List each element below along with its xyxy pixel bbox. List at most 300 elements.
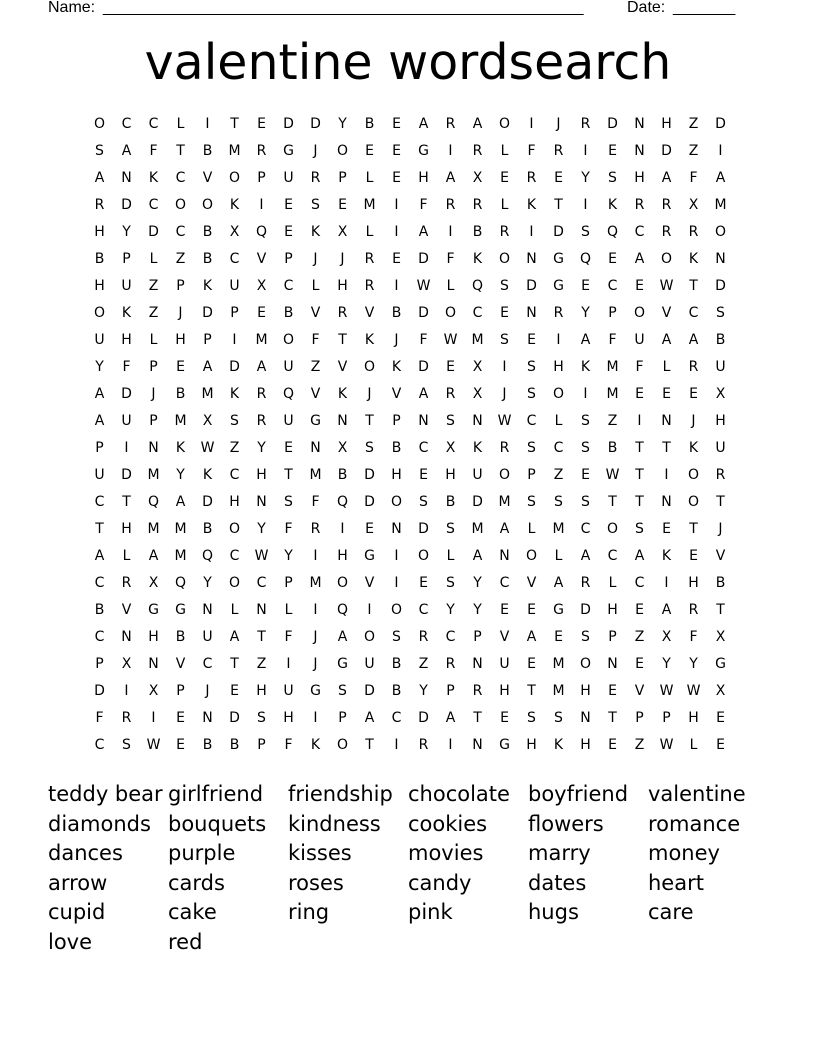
grid-letter[interactable]: H [553, 359, 564, 375]
grid-letter[interactable]: W [146, 737, 161, 753]
grid-letter[interactable]: I [448, 143, 453, 159]
grid-letter[interactable]: H [94, 278, 105, 294]
grid-letter[interactable]: Y [446, 602, 455, 618]
grid-letter[interactable]: X [472, 359, 483, 375]
grid-letter[interactable]: J [340, 251, 345, 267]
grid-letter[interactable]: N [526, 305, 537, 321]
grid-letter[interactable]: T [365, 413, 374, 429]
grid-letter[interactable]: A [418, 224, 429, 240]
grid-letter[interactable]: E [662, 521, 671, 537]
grid-letter[interactable]: T [176, 143, 185, 159]
grid-letter[interactable]: N [580, 710, 591, 726]
grid-letter[interactable]: T [95, 521, 104, 537]
grid-letter[interactable]: P [257, 170, 266, 186]
grid-letter[interactable]: V [634, 683, 645, 699]
grid-letter[interactable]: P [635, 710, 644, 726]
grid-letter[interactable]: H [580, 683, 591, 699]
grid-letter[interactable]: N [337, 413, 348, 429]
grid-letter[interactable]: M [471, 521, 484, 537]
grid-letter[interactable]: N [148, 440, 159, 456]
grid-letter[interactable]: Z [148, 305, 159, 321]
grid-letter[interactable]: E [176, 737, 185, 753]
grid-letter[interactable]: C [175, 224, 186, 240]
grid-letter[interactable]: K [337, 386, 348, 402]
grid-letter[interactable]: D [121, 467, 132, 483]
grid-letter[interactable]: G [175, 602, 186, 618]
grid-letter[interactable]: C [634, 224, 645, 240]
grid-letter[interactable]: S [95, 143, 104, 159]
grid-letter[interactable]: D [121, 386, 132, 402]
grid-letter[interactable]: O [633, 305, 646, 321]
grid-letter[interactable]: L [527, 521, 536, 537]
grid-letter[interactable]: H [418, 170, 429, 186]
grid-letter[interactable]: P [284, 575, 293, 591]
grid-letter[interactable]: H [526, 737, 537, 753]
grid-letter[interactable]: M [174, 413, 187, 429]
grid-letter[interactable]: K [661, 548, 672, 564]
grid-letter[interactable]: W [659, 278, 674, 294]
grid-letter[interactable]: P [203, 332, 212, 348]
grid-letter[interactable]: K [310, 737, 321, 753]
grid-letter[interactable]: T [230, 116, 239, 132]
grid-letter[interactable]: X [256, 278, 267, 294]
grid-letter[interactable]: Q [579, 251, 592, 267]
grid-letter[interactable]: I [394, 224, 399, 240]
grid-letter[interactable]: E [527, 656, 536, 672]
grid-letter[interactable]: B [202, 224, 213, 240]
grid-letter[interactable]: B [391, 683, 402, 699]
grid-letter[interactable]: U [715, 440, 726, 456]
grid-letter[interactable]: L [662, 359, 671, 375]
grid-letter[interactable]: G [364, 548, 375, 564]
grid-letter[interactable]: B [94, 602, 105, 618]
grid-letter[interactable]: B [391, 656, 402, 672]
grid-letter[interactable]: U [202, 629, 213, 645]
grid-letter[interactable]: C [526, 413, 537, 429]
grid-letter[interactable]: X [715, 386, 726, 402]
grid-letter[interactable]: L [446, 278, 455, 294]
grid-letter[interactable]: D [472, 494, 483, 510]
grid-letter[interactable]: R [310, 521, 321, 537]
grid-letter[interactable]: C [445, 629, 456, 645]
grid-letter[interactable]: M [714, 197, 727, 213]
grid-letter[interactable]: O [579, 656, 592, 672]
grid-letter[interactable]: T [635, 467, 644, 483]
grid-letter[interactable]: K [229, 197, 240, 213]
grid-letter[interactable]: M [228, 143, 241, 159]
grid-letter[interactable]: A [715, 170, 726, 186]
grid-letter[interactable]: C [607, 548, 618, 564]
grid-letter[interactable]: S [230, 413, 239, 429]
grid-letter[interactable]: O [606, 521, 619, 537]
grid-letter[interactable]: I [124, 683, 129, 699]
grid-letter[interactable]: S [500, 332, 509, 348]
grid-letter[interactable]: R [256, 413, 267, 429]
grid-letter[interactable]: J [313, 656, 318, 672]
grid-letter[interactable]: P [149, 359, 158, 375]
grid-letter[interactable]: H [121, 332, 132, 348]
grid-letter[interactable]: O [687, 467, 700, 483]
grid-letter[interactable]: E [284, 440, 293, 456]
grid-letter[interactable]: N [634, 116, 645, 132]
grid-letter[interactable]: O [552, 386, 565, 402]
grid-letter[interactable]: I [583, 143, 588, 159]
grid-letter[interactable]: N [607, 656, 618, 672]
grid-letter[interactable]: H [634, 170, 645, 186]
grid-letter[interactable]: C [418, 602, 429, 618]
grid-letter[interactable]: A [418, 386, 429, 402]
grid-letter[interactable]: L [230, 602, 239, 618]
grid-letter[interactable]: L [554, 548, 563, 564]
grid-letter[interactable]: E [500, 170, 509, 186]
grid-letter[interactable]: E [419, 467, 428, 483]
grid-letter[interactable]: N [472, 656, 483, 672]
grid-letter[interactable]: N [661, 494, 672, 510]
grid-letter[interactable]: K [580, 359, 591, 375]
grid-letter[interactable]: H [256, 467, 267, 483]
grid-letter[interactable]: E [230, 683, 239, 699]
grid-letter[interactable]: T [608, 710, 617, 726]
grid-letter[interactable]: Z [634, 629, 645, 645]
grid-letter[interactable]: W [416, 278, 431, 294]
grid-letter[interactable]: I [124, 440, 129, 456]
grid-letter[interactable]: D [364, 467, 375, 483]
grid-letter[interactable]: R [256, 143, 267, 159]
grid-letter[interactable]: S [581, 224, 590, 240]
grid-letter[interactable]: V [661, 305, 672, 321]
grid-letter[interactable]: O [498, 116, 511, 132]
grid-letter[interactable]: R [445, 197, 456, 213]
grid-letter[interactable]: V [364, 305, 375, 321]
grid-letter[interactable]: I [664, 575, 669, 591]
grid-letter[interactable]: R [553, 143, 564, 159]
grid-letter[interactable]: P [473, 629, 482, 645]
grid-letter[interactable]: E [365, 143, 374, 159]
grid-letter[interactable]: C [94, 575, 105, 591]
grid-letter[interactable]: O [282, 332, 295, 348]
grid-letter[interactable]: V [310, 386, 321, 402]
grid-letter[interactable]: E [176, 710, 185, 726]
grid-letter[interactable]: K [607, 197, 618, 213]
grid-letter[interactable]: O [390, 602, 403, 618]
grid-letter[interactable]: G [499, 737, 510, 753]
grid-letter[interactable]: H [337, 278, 348, 294]
grid-letter[interactable]: B [202, 251, 213, 267]
grid-letter[interactable]: A [499, 521, 510, 537]
grid-letter[interactable]: V [526, 575, 537, 591]
grid-letter[interactable]: N [148, 656, 159, 672]
grid-letter[interactable]: C [607, 278, 618, 294]
grid-letter[interactable]: Y [473, 575, 482, 591]
grid-letter[interactable]: M [552, 521, 565, 537]
grid-letter[interactable]: D [661, 143, 672, 159]
grid-letter[interactable]: M [363, 197, 376, 213]
grid-letter[interactable]: E [716, 710, 725, 726]
grid-letter[interactable]: A [175, 494, 186, 510]
grid-letter[interactable]: I [259, 197, 264, 213]
grid-letter[interactable]: L [446, 548, 455, 564]
grid-letter[interactable]: K [310, 224, 321, 240]
grid-letter[interactable]: D [202, 305, 213, 321]
grid-letter[interactable]: R [364, 251, 375, 267]
grid-letter[interactable]: Q [336, 494, 349, 510]
grid-letter[interactable]: I [205, 116, 210, 132]
grid-letter[interactable]: G [553, 602, 564, 618]
grid-letter[interactable]: K [526, 197, 537, 213]
grid-letter[interactable]: U [283, 359, 294, 375]
grid-letter[interactable]: N [499, 548, 510, 564]
grid-letter[interactable]: O [714, 224, 727, 240]
grid-letter[interactable]: V [121, 602, 132, 618]
grid-letter[interactable]: E [284, 224, 293, 240]
grid-letter[interactable]: Q [201, 548, 214, 564]
grid-letter[interactable]: X [121, 656, 132, 672]
grid-letter[interactable]: A [94, 413, 105, 429]
grid-letter[interactable]: E [608, 737, 617, 753]
grid-letter[interactable]: X [715, 683, 726, 699]
grid-letter[interactable]: Z [229, 440, 240, 456]
grid-letter[interactable]: S [500, 278, 509, 294]
grid-letter[interactable]: X [337, 440, 348, 456]
grid-letter[interactable]: D [121, 197, 132, 213]
grid-letter[interactable]: U [121, 278, 132, 294]
grid-letter[interactable]: S [446, 575, 455, 591]
grid-letter[interactable]: T [365, 737, 374, 753]
grid-letter[interactable]: H [445, 467, 456, 483]
grid-letter[interactable]: C [283, 278, 294, 294]
grid-letter[interactable]: I [583, 386, 588, 402]
grid-letter[interactable]: L [500, 143, 509, 159]
grid-letter[interactable]: Y [689, 656, 698, 672]
grid-letter[interactable]: N [472, 413, 483, 429]
grid-letter[interactable]: K [202, 278, 213, 294]
grid-letter[interactable]: I [448, 224, 453, 240]
grid-letter[interactable]: F [95, 710, 104, 726]
grid-letter[interactable]: F [527, 143, 536, 159]
grid-letter[interactable]: Y [95, 359, 104, 375]
grid-letter[interactable]: R [499, 224, 510, 240]
grid-letter[interactable]: F [689, 629, 698, 645]
grid-letter[interactable]: J [394, 332, 399, 348]
grid-letter[interactable]: I [313, 710, 318, 726]
grid-letter[interactable]: N [121, 170, 132, 186]
grid-letter[interactable]: N [472, 737, 483, 753]
grid-letter[interactable]: T [554, 197, 563, 213]
grid-letter[interactable]: Y [284, 548, 293, 564]
grid-letter[interactable]: E [392, 251, 401, 267]
grid-letter[interactable]: V [256, 251, 267, 267]
grid-letter[interactable]: E [554, 629, 563, 645]
grid-letter[interactable]: F [149, 143, 158, 159]
grid-letter[interactable]: C [121, 116, 132, 132]
grid-letter[interactable]: Q [471, 278, 484, 294]
grid-letter[interactable]: K [553, 737, 564, 753]
grid-letter[interactable]: O [687, 494, 700, 510]
grid-letter[interactable]: V [310, 305, 321, 321]
grid-letter[interactable]: B [283, 305, 294, 321]
grid-letter[interactable]: B [391, 305, 402, 321]
grid-letter[interactable]: I [286, 656, 291, 672]
grid-letter[interactable]: F [419, 332, 428, 348]
grid-letter[interactable]: C [391, 710, 402, 726]
grid-letter[interactable]: H [121, 521, 132, 537]
grid-letter[interactable]: N [256, 602, 267, 618]
grid-letter[interactable]: A [229, 629, 240, 645]
grid-letter[interactable]: Y [203, 575, 212, 591]
grid-letter[interactable]: S [527, 359, 536, 375]
grid-letter[interactable]: W [200, 440, 215, 456]
grid-letter[interactable]: U [94, 332, 105, 348]
grid-letter[interactable]: K [688, 440, 699, 456]
grid-letter[interactable]: Q [255, 224, 268, 240]
grid-letter[interactable]: U [94, 467, 105, 483]
grid-letter[interactable]: M [147, 467, 160, 483]
grid-letter[interactable]: R [445, 656, 456, 672]
grid-letter[interactable]: Y [257, 521, 266, 537]
grid-letter[interactable]: R [661, 197, 672, 213]
grid-letter[interactable]: B [715, 332, 726, 348]
grid-letter[interactable]: R [688, 602, 699, 618]
grid-letter[interactable]: I [556, 332, 561, 348]
grid-letter[interactable]: E [635, 386, 644, 402]
grid-letter[interactable]: I [151, 710, 156, 726]
grid-letter[interactable]: Z [256, 656, 267, 672]
grid-letter[interactable]: C [580, 521, 591, 537]
grid-letter[interactable]: X [472, 386, 483, 402]
grid-letter[interactable]: S [527, 386, 536, 402]
grid-letter[interactable]: W [686, 683, 701, 699]
grid-letter[interactable]: U [121, 413, 132, 429]
grid-letter[interactable]: U [283, 413, 294, 429]
grid-letter[interactable]: P [122, 251, 131, 267]
grid-letter[interactable]: Z [553, 467, 564, 483]
grid-letter[interactable]: J [313, 629, 318, 645]
grid-letter[interactable]: L [500, 197, 509, 213]
grid-letter[interactable]: E [338, 197, 347, 213]
grid-letter[interactable]: R [310, 170, 321, 186]
grid-letter[interactable]: C [688, 305, 699, 321]
grid-letter[interactable]: V [364, 575, 375, 591]
grid-letter[interactable]: R [121, 575, 132, 591]
grid-letter[interactable]: L [608, 575, 617, 591]
grid-letter[interactable]: O [93, 116, 106, 132]
grid-letter[interactable]: K [148, 170, 159, 186]
grid-letter[interactable]: G [310, 413, 321, 429]
grid-letter[interactable]: B [175, 386, 186, 402]
grid-letter[interactable]: L [284, 602, 293, 618]
grid-letter[interactable]: M [606, 359, 619, 375]
grid-letter[interactable]: B [202, 521, 213, 537]
grid-letter[interactable]: P [95, 656, 104, 672]
grid-letter[interactable]: P [446, 683, 455, 699]
grid-letter[interactable]: J [718, 521, 723, 537]
grid-letter[interactable]: C [553, 440, 564, 456]
grid-letter[interactable]: P [527, 467, 536, 483]
grid-letter[interactable]: P [284, 251, 293, 267]
grid-letter[interactable]: N [202, 602, 213, 618]
grid-letter[interactable]: P [662, 710, 671, 726]
grid-letter[interactable]: X [472, 170, 483, 186]
grid-letter[interactable]: B [175, 629, 186, 645]
grid-letter[interactable]: O [444, 305, 457, 321]
grid-letter[interactable]: E [689, 548, 698, 564]
grid-letter[interactable]: D [418, 710, 429, 726]
grid-letter[interactable]: C [148, 116, 159, 132]
grid-letter[interactable]: R [499, 440, 510, 456]
grid-letter[interactable]: P [338, 170, 347, 186]
grid-letter[interactable]: I [637, 413, 642, 429]
grid-letter[interactable]: R [121, 710, 132, 726]
grid-letter[interactable]: F [284, 629, 293, 645]
grid-letter[interactable]: Y [338, 116, 347, 132]
grid-letter[interactable]: D [94, 683, 105, 699]
grid-letter[interactable]: S [419, 494, 428, 510]
grid-letter[interactable]: L [311, 278, 320, 294]
grid-letter[interactable]: U [364, 656, 375, 672]
grid-letter[interactable]: Y [662, 656, 671, 672]
grid-letter[interactable]: B [229, 737, 240, 753]
grid-letter[interactable]: A [661, 332, 672, 348]
grid-letter[interactable]: Q [174, 575, 187, 591]
grid-letter[interactable]: A [418, 116, 429, 132]
grid-letter[interactable]: O [660, 251, 673, 267]
grid-letter[interactable]: R [337, 305, 348, 321]
grid-letter[interactable]: H [148, 629, 159, 645]
grid-letter[interactable]: Z [688, 116, 699, 132]
grid-letter[interactable]: W [497, 413, 512, 429]
grid-letter[interactable]: Z [148, 278, 159, 294]
grid-letter[interactable]: A [634, 251, 645, 267]
grid-letter[interactable]: S [527, 494, 536, 510]
grid-letter[interactable]: M [498, 494, 511, 510]
grid-letter[interactable]: U [499, 656, 510, 672]
grid-letter[interactable]: W [443, 332, 458, 348]
grid-letter[interactable]: A [337, 629, 348, 645]
grid-letter[interactable]: J [367, 386, 372, 402]
grid-letter[interactable]: R [688, 224, 699, 240]
grid-letter[interactable]: G [310, 683, 321, 699]
grid-letter[interactable]: E [662, 386, 671, 402]
grid-letter[interactable]: E [500, 305, 509, 321]
grid-letter[interactable]: J [502, 386, 507, 402]
grid-letter[interactable]: F [311, 494, 320, 510]
grid-letter[interactable]: E [635, 278, 644, 294]
grid-letter[interactable]: P [392, 413, 401, 429]
grid-letter[interactable]: P [338, 710, 347, 726]
grid-letter[interactable]: B [202, 143, 213, 159]
grid-letter[interactable]: J [151, 386, 156, 402]
grid-letter[interactable]: D [580, 602, 591, 618]
grid-letter[interactable]: L [365, 224, 374, 240]
grid-letter[interactable]: A [121, 143, 132, 159]
grid-letter[interactable]: K [472, 440, 483, 456]
grid-letter[interactable]: C [94, 494, 105, 510]
grid-letter[interactable]: E [635, 656, 644, 672]
grid-letter[interactable]: T [230, 656, 239, 672]
grid-letter[interactable]: I [313, 548, 318, 564]
grid-letter[interactable]: T [473, 710, 482, 726]
grid-letter[interactable]: A [472, 548, 483, 564]
grid-letter[interactable]: H [94, 224, 105, 240]
grid-letter[interactable]: S [122, 737, 131, 753]
grid-letter[interactable]: R [256, 386, 267, 402]
grid-letter[interactable]: E [419, 575, 428, 591]
grid-letter[interactable]: Y [581, 305, 590, 321]
grid-letter[interactable]: D [148, 224, 159, 240]
grid-letter[interactable]: E [608, 251, 617, 267]
grid-letter[interactable]: D [418, 305, 429, 321]
grid-letter[interactable]: C [94, 629, 105, 645]
